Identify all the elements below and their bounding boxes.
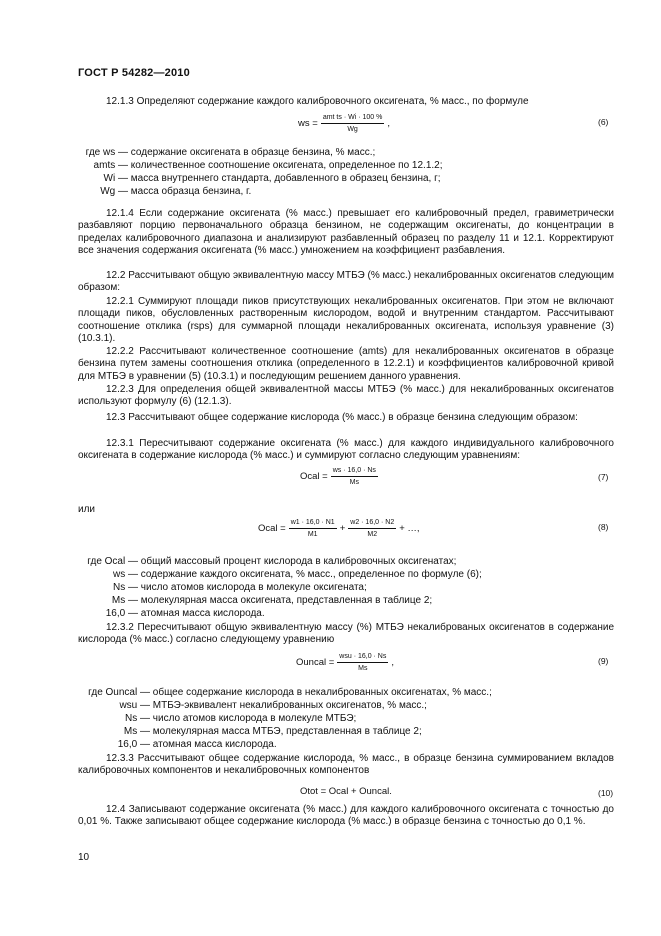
document-header: ГОСТ Р 54282—2010 xyxy=(78,67,190,79)
definition-row: Ns — число атомов кислорода в молекуле МТБЭ; xyxy=(125,713,357,724)
para-12-2-3: 12.2.3 Для определения общей эквивалентной массы МТБЭ (% масс.) для некалиброванных оксигенатов используют формулу (6) (12.1.3). xyxy=(78,384,614,408)
formula-6: ws = $\frac{\text{amt ts · Wi · 100 \%}}{Wg}$ , xyxy=(298,114,390,133)
para-12-4: 12.4 Записывают содержание оксигената (% масс.) для каждого калибровочного оксигената с точностью до 0,01 %. Также записывают общее содержание кислорода (% масс.) в образце бензина с точностью до 0,1 %. xyxy=(78,804,614,828)
formula-9: Ouncal = $\frac{\text{wsu · 16,0 · Ns}}{Ms}$ , xyxy=(296,653,395,672)
equation-number-9: (9) xyxy=(598,656,609,666)
definition-row: Ns — число атомов кислорода в молекуле оксигената; xyxy=(113,582,367,593)
definition-row: где ws — содержание оксигената в образце бензина, % масс.; xyxy=(85,147,376,158)
formula-8: Ocal = $\frac{w1 \cdot 16,0 \cdot N1}{M1}$ + $\frac{w2 \cdot 16,0 \cdot N2}{M2}$ + …, xyxy=(258,519,420,538)
definition-row: 16,0 — атомная масса кислорода. xyxy=(105,608,265,619)
para-12-2: 12.2 Рассчитывают общую эквивалентную массу МТБЭ (% масс.) некалиброванных оксигенатов следующим образом: xyxy=(78,270,614,294)
definition-row: Ms — молекулярная масса оксигената, представленная в таблице 2; xyxy=(111,595,433,606)
equation-number-6: (6) xyxy=(598,117,609,127)
definition-row: amts — количественное соотношение оксигената, определенное по 12.1.2; xyxy=(93,160,443,171)
para-12-2-1: 12.2.1 Суммируют площади пиков присутствующих некалиброванных оксигенатов. При этом не включают площади пиков, обусловленных растворенным кислородом, водой и внутренним стандартом. Рассчитывают соотношение отклика (rsps) для суммарной площади некалиброванных оксигената, используя уравнение (3) (10.3.1). xyxy=(78,296,614,345)
para-12-1-4: 12.1.4 Если содержание оксигената (% масс.) превышает его калибровочный предел, гравиметрически разбавляют порцию первоначального образца бензином, не содержащим оксигенаты, до концентрации в пределах калибровочного диапазона и анализируют разбавленный образец по разделу 11 и 12.1. Корректируют все значения содержания оксигената (% масс.) умножением на коэффициент разбавления. xyxy=(78,208,614,257)
equation-number-7: (7) xyxy=(598,472,609,482)
para-12-3-1: 12.3.1 Пересчитывают содержание оксигената (% масс.) для каждого индивидуального калибровочного оксигената в содержание кислорода (% масс.) и суммируют согласно следующим уравнениям: xyxy=(78,438,614,462)
definition-row: Wg — масса образца бензина, г. xyxy=(100,186,252,197)
para-12-3: 12.3 Рассчитывают общее содержание кислорода (% масс.) в образце бензина следующим образом: xyxy=(106,412,578,423)
definition-row: wsu — МТБЭ-эквивалент некалиброванных оксигенатов, % масс.; xyxy=(119,700,427,711)
definition-row: ws — содержание каждого оксигената, % масс., определенное по формуле (6); xyxy=(113,569,482,580)
para-12-3-2: 12.3.2 Пересчитывают общую эквивалентную массу (%) МТБЭ некалиброваных оксигенатов в содержание кислорода (% масс.) согласно следующему уравнению xyxy=(78,622,614,646)
definition-row: 16,0 — атомная масса кислорода. xyxy=(117,739,277,750)
formula-7: Ocal = $\frac{ws \cdot 16,0 \cdot Ns}{Ms}$ xyxy=(300,467,376,486)
definition-row: где Ouncal — общее содержание кислорода в некалиброванных оксигенатах, % масс.; xyxy=(88,687,492,698)
definition-row: Ms — молекулярная масса МТБЭ, представленная в таблице 2; xyxy=(123,726,422,737)
equation-number-10: (10) xyxy=(598,788,614,798)
para-12-2-2: 12.2.2 Рассчитывают количественное соотношение (amts) для некалиброванных оксигенатов в образце бензина путем замены соотношения отклика (определенного в 12.2.1) и коэффициентов калибровочной кривой для МТБЭ в уравнении (5) (10.3.1) и последующим решением данного уравнения. xyxy=(78,346,614,382)
para-12-1-3: 12.1.3 Определяют содержание каждого калибровочного оксигената, % масс., по формуле xyxy=(106,96,529,107)
page-number: 10 xyxy=(78,852,90,863)
equation-number-8: (8) xyxy=(598,522,609,532)
definition-row: где Ocal — общий массовый процент кислорода в калибровочных оксигенатах; xyxy=(87,556,457,567)
definition-row: Wi — масса внутреннего стандарта, добавленного в образец бензина, г; xyxy=(103,173,441,184)
formula-10: Otot = Ocal + Ouncal. xyxy=(300,786,392,797)
conjunction-or: или xyxy=(78,504,96,515)
para-12-3-3: 12.3.3 Рассчитывают общее содержание кислорода, % масс., в образце бензина суммированием вкладов калибровочных компонентов и некалибровочных компонентов xyxy=(78,753,614,777)
